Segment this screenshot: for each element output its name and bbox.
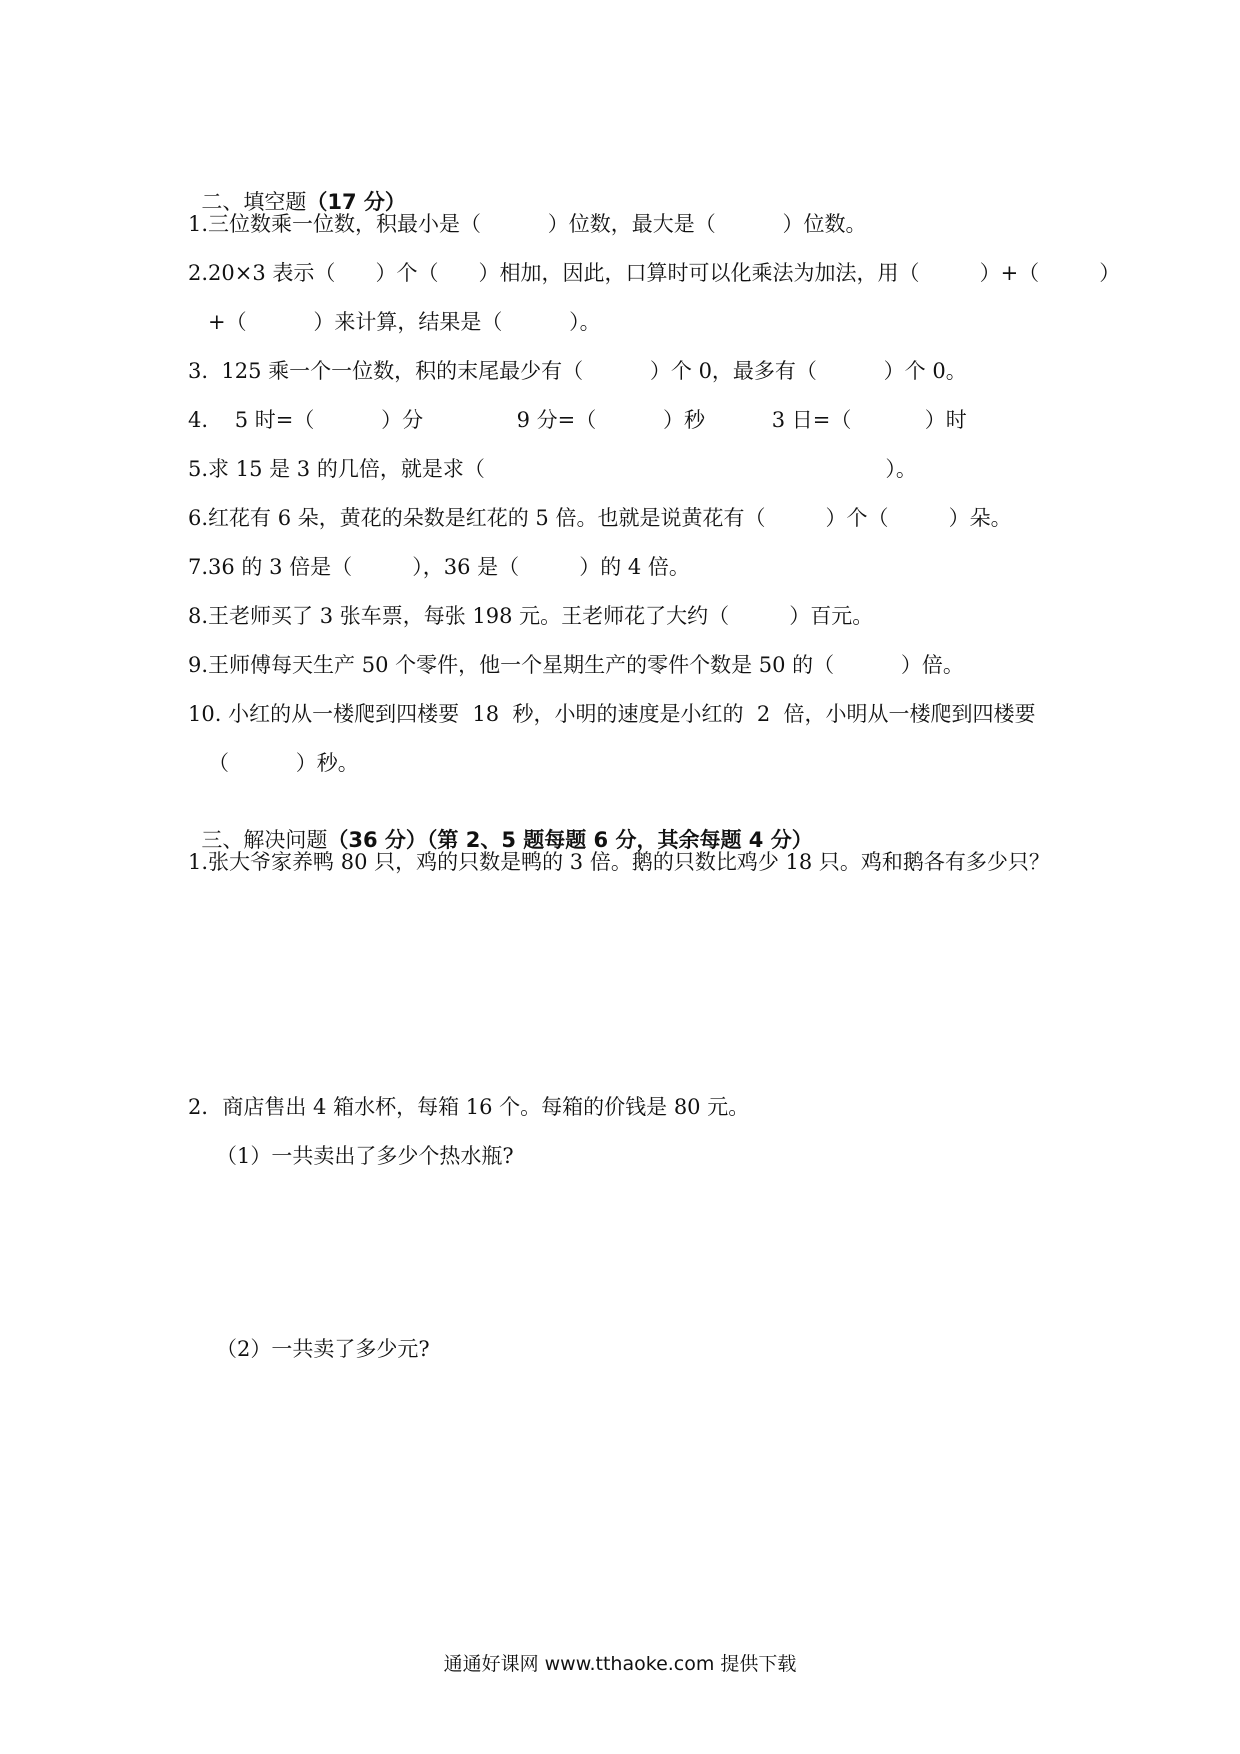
question-2-line1: 2.20×3 表示（ ）个（ ）相加，因此，口算时可以化乘法为加法，用（ ）+（ ） xyxy=(188,261,1121,285)
question-1: 1.三位数乘一位数，积最小是（ ）位数，最大是（ ）位数。 xyxy=(188,212,867,236)
problem-2: 2．商店售出 4 箱水杯，每箱 16 个。每箱的价钱是 80 元。 xyxy=(188,1095,750,1119)
section2-heading xyxy=(188,160,406,216)
problem-2-part-1: （1）一共卖出了多少个热水瓶? xyxy=(216,1144,514,1168)
section2-score: （17 分） xyxy=(306,190,406,214)
section3-heading xyxy=(188,798,813,854)
question-8: 8.王老师买了 3 张车票，每张 198 元。王老师花了大约（ ）百元。 xyxy=(188,604,874,628)
question-2-line2: +（ ）来计算，结果是（ ）。 xyxy=(208,310,601,334)
question-4: 4. 5 时=（ ）分 9 分=（ ）秒 3 日=（ ）时 xyxy=(188,408,967,432)
question-3: 3. 125 乘一个一位数，积的末尾最少有（ ）个 0，最多有（ ）个 0。 xyxy=(188,359,967,383)
question-6: 6.红花有 6 朵，黄花的朵数是红花的 5 倍。也就是说黄花有（ ）个（ ）朵。 xyxy=(188,506,1012,530)
question-7: 7.36 的 3 倍是（ ），36 是（ ）的 4 倍。 xyxy=(188,555,690,579)
question-9: 9.王师傅每天生产 50 个零件，他一个星期生产的零件个数是 50 的（ ）倍。 xyxy=(188,653,964,677)
question-10-line1: 10. 小红的从一楼爬到四楼要 18 秒，小明的速度是小红的 2 倍，小明从一楼爬到四楼要 xyxy=(188,702,1036,726)
problem-2-part-2: （2）一共卖了多少元? xyxy=(216,1337,430,1361)
page-footer: 通通好课网 www.tthaoke.com 提供下载 xyxy=(443,1653,797,1675)
question-5: 5.求 15 是 3 的几倍，就是求（ ）。 xyxy=(188,457,917,481)
section3-score: （36 分）（第 2、5 题每题 6 分，其余每题 4 分） xyxy=(327,828,813,852)
section2-title: 二、填空题 xyxy=(201,190,307,214)
problem-1: 1.张大爷家养鸭 80 只，鸡的只数是鸭的 3 倍。鹅的只数比鸡少 18 只。鸡和鹅各有多少只？ xyxy=(188,850,1050,874)
section3-title: 三、解决问题 xyxy=(201,828,328,852)
question-10-line2: （ ）秒。 xyxy=(208,751,359,775)
